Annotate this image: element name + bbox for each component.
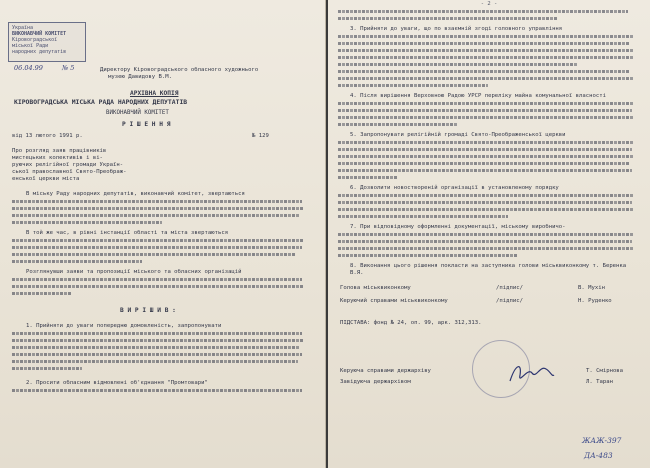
paragraph-1: В міську Раду народних депутатів, виконавчий комітет, звертаються	[26, 191, 245, 197]
item-6: 6. Дозволити новоствореній організації в установленому порядку	[350, 185, 559, 191]
item-3: 3. Прийняти до уваги, що по взаємній згоді головного управління	[350, 26, 563, 32]
decision-number: № 129	[252, 133, 269, 139]
typed-line	[338, 116, 634, 119]
subject-line: ської православної Свято-Преображ-	[12, 169, 127, 175]
paragraph-3: Розглянувши заяви та пропозиції міського та обласних організацій	[26, 269, 242, 275]
typed-line	[338, 240, 632, 243]
signatory-role: Керуючий справами міськвиконкому	[340, 298, 448, 304]
handwritten-signature	[506, 357, 556, 389]
typed-line	[12, 207, 304, 210]
typed-line	[338, 233, 634, 236]
certifier-role: Завідуюча держархівом	[340, 379, 411, 385]
subject-line: руючих релігійної громади Україн-	[12, 162, 124, 168]
typed-line	[338, 169, 632, 172]
typed-line	[12, 214, 300, 217]
addressee-line: Директору Кіровоградського обласного художнього	[100, 67, 259, 73]
registration-stamp	[8, 22, 86, 62]
archive-basis: ПІДСТАВА: фонд № 24, оп. 99, арк. 312,313.	[340, 320, 482, 326]
resolution-heading: В И Р І Ш И В :	[120, 307, 176, 314]
item-1: 1. Прийняти до уваги попередню домовленість, запропонувати	[26, 323, 222, 329]
typed-line	[12, 253, 296, 256]
typed-line	[12, 367, 82, 370]
signatory-sign: /підпис/	[496, 285, 523, 291]
decision-heading: Р І Ш Е Н Н Я	[122, 121, 171, 128]
stamp-line: Кіровоградської	[12, 37, 58, 43]
typed-line	[338, 70, 630, 73]
typed-line	[338, 208, 634, 211]
typed-line	[338, 141, 634, 144]
typed-line	[338, 194, 634, 197]
typed-line	[338, 109, 632, 112]
item-4: 4. Після вирішення Верховною Радою УРСР переліку майна комунальної власності	[350, 93, 606, 99]
typed-line	[12, 200, 302, 203]
typed-line	[12, 353, 302, 356]
certifier-role: Керуюча справами держархіву	[340, 368, 431, 374]
typed-line	[12, 292, 72, 295]
typed-line	[338, 247, 634, 250]
typed-line	[12, 346, 300, 349]
typed-line	[338, 215, 508, 218]
stamp-number: № 5	[62, 64, 75, 72]
typed-line	[338, 56, 634, 59]
stamp-line: Україна	[12, 25, 34, 31]
typed-line	[338, 254, 518, 257]
typed-line	[12, 239, 304, 242]
item-7: 7. При відповідному оформленні документації, міському виробничо-	[350, 224, 566, 230]
typed-line	[338, 77, 634, 80]
typed-line	[338, 35, 634, 38]
item-5: 5. Запропонувати релігійній громаді Свято-Преображенської церкви	[350, 132, 566, 138]
subject-line: мистецьких колективів і ві-	[12, 155, 103, 161]
page-number: - 2 -	[480, 1, 498, 7]
typed-line	[338, 123, 458, 126]
typed-line	[12, 285, 304, 288]
typed-line	[338, 155, 634, 158]
typed-line	[338, 102, 634, 105]
typed-line	[338, 49, 634, 52]
typed-line	[338, 84, 488, 87]
certifier-name: Т. Смірнова	[586, 368, 624, 374]
typed-line	[12, 278, 302, 281]
stamp-date: 06.04.99	[14, 64, 43, 72]
item-2: 2. Просити обласним відмовлені об'єднання "Промтовари"	[26, 380, 208, 386]
paragraph-2: В той же час, в рівні інстанції області та міста звертаються	[26, 230, 229, 236]
typed-line	[12, 339, 304, 342]
typed-line	[12, 221, 162, 224]
archive-copy-heading: АРХІВНА КОПІЯ	[130, 90, 179, 97]
typed-line	[338, 162, 630, 165]
stamp-line: народних депутатів	[12, 49, 67, 55]
subject-line: Про розгляд заяв працівників	[12, 148, 107, 154]
typed-line	[12, 332, 302, 335]
typed-line	[338, 63, 578, 66]
typed-line	[338, 42, 630, 45]
signatory-name: В. Мухін	[578, 285, 605, 291]
stamp-line: міської Ради	[12, 43, 49, 49]
typed-line	[12, 389, 302, 392]
typed-line	[12, 360, 298, 363]
typed-line	[12, 260, 142, 263]
signatory-name: Н. Руденко	[578, 298, 612, 304]
decision-date: від 13 лютого 1991 р.	[12, 133, 83, 139]
certifier-name: Л. Таран	[586, 379, 613, 385]
typed-line	[338, 10, 628, 13]
typed-line	[338, 176, 398, 179]
stamp-line: ВИКОНАВЧИЙ КОМІТЕТ	[12, 31, 67, 37]
addressee-line: музею Давидову В.М.	[108, 74, 172, 80]
right-page	[328, 0, 650, 468]
council-heading: КІРОВОГРАДСЬКА МІСЬКА РАДА НАРОДНИХ ДЕПУТАТІВ	[14, 98, 188, 106]
typed-line	[338, 148, 632, 151]
archive-mark: ДА-483	[584, 451, 613, 460]
typed-line	[12, 246, 302, 249]
archive-mark: ЖАЖ-397	[582, 436, 622, 445]
item-8: 8. Виконання цього рішення покласти на заступника голови міськвиконкому т. Беренка В.Я.	[350, 263, 627, 276]
typed-line	[338, 17, 558, 20]
committee-heading: ВИКОНАВЧИЙ КОМІТЕТ	[106, 110, 169, 116]
subject-line: енської церкви міста	[12, 176, 80, 182]
signatory-role: Голова міськвиконкому	[340, 285, 411, 291]
typed-line	[338, 201, 632, 204]
signatory-sign: /підпис/	[496, 298, 523, 304]
